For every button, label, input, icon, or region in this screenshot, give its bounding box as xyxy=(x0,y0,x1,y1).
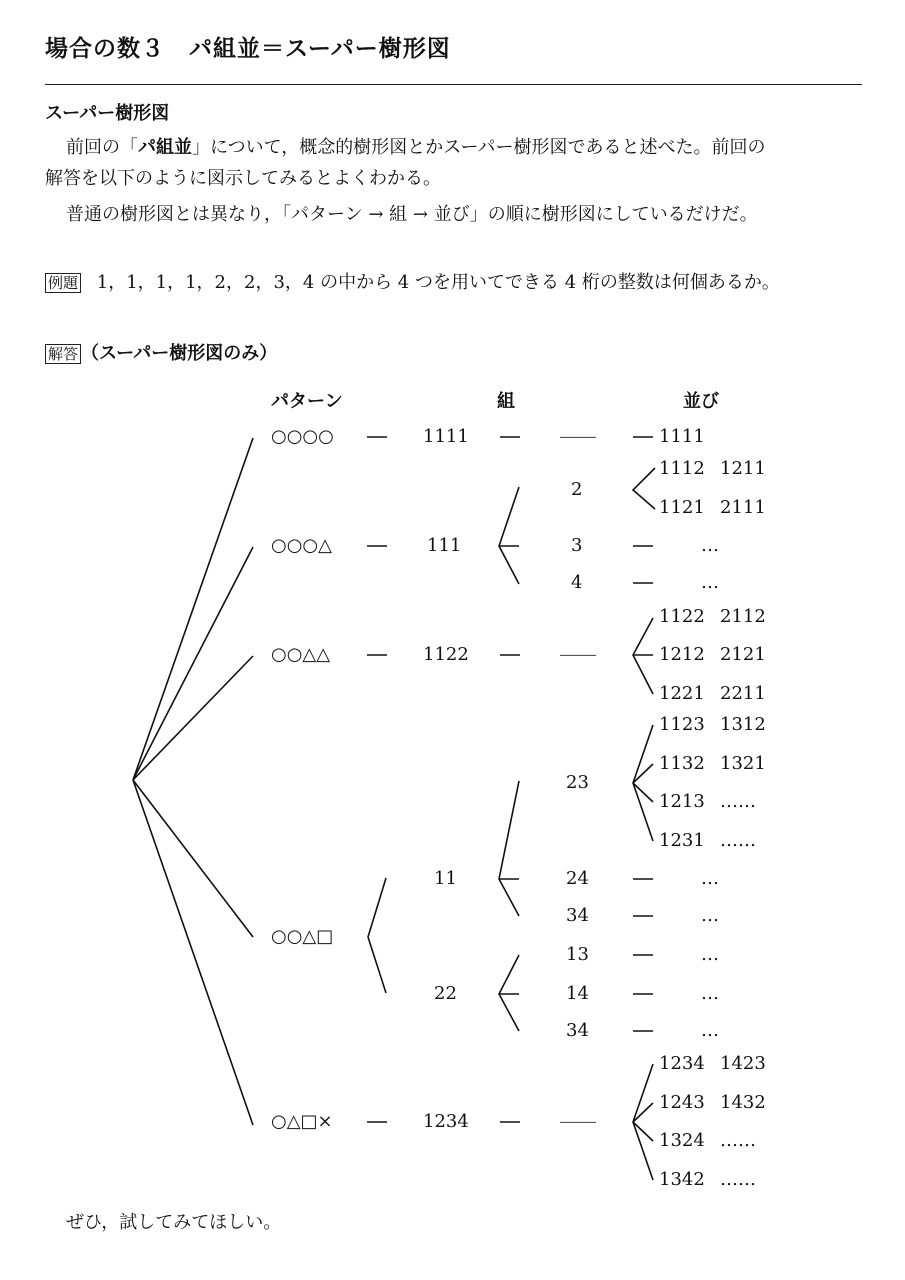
arr-1122: 1122 xyxy=(659,606,705,627)
group-111: 111 xyxy=(427,535,462,556)
arr-dots-24: … xyxy=(701,868,719,889)
arr-1123: 1123 xyxy=(659,714,705,735)
pattern-4: ○○△□ xyxy=(271,926,334,947)
kumi-dash-3: ―― xyxy=(560,1111,596,1132)
fork-kumi-2 xyxy=(633,468,655,509)
pattern-5: ○△□× xyxy=(271,1111,333,1132)
fork-pattern-4 xyxy=(368,878,386,993)
arr-2121: 2121 xyxy=(720,644,766,665)
kumi-14: 14 xyxy=(566,983,589,1004)
arr-2111: 2111 xyxy=(720,497,766,518)
arr-1243: 1243 xyxy=(659,1092,705,1113)
arr-1312: 1312 xyxy=(720,714,766,735)
fork-group-22 xyxy=(499,955,519,1031)
arr-1121: 1121 xyxy=(659,497,705,518)
kumi-34-a: 34 xyxy=(566,905,589,926)
closing-text: ぜひ，試してみてほしい。 xyxy=(66,1212,282,1233)
fork-kumi-1122 xyxy=(633,618,653,694)
arr-dots-4: … xyxy=(701,572,719,593)
group-22: 22 xyxy=(434,983,457,1004)
kumi-3: 3 xyxy=(571,535,583,556)
arr-dots-1234b: …… xyxy=(720,1169,756,1190)
arr-2211: 2211 xyxy=(720,683,766,704)
root-branch-2 xyxy=(133,547,253,780)
root-branch-4 xyxy=(133,780,253,937)
intro-line-3: 普通の樹形図とは異なり，「パターン → 組 → 並び」の順に樹形図にしているだけだ。 xyxy=(66,204,758,225)
arr-dots-3: … xyxy=(701,535,719,556)
intro-line-2: 解答を以下のように図示してみるとよくわかる。 xyxy=(45,168,441,189)
intro-line-1-pre: 前回の「 xyxy=(66,137,138,158)
kumi-13: 13 xyxy=(566,944,589,965)
fork-group-111 xyxy=(499,487,519,584)
root-branch-3 xyxy=(133,656,253,780)
group-1122: 1122 xyxy=(423,644,469,665)
kumi-34-b: 34 xyxy=(566,1020,589,1041)
arr-1342: 1342 xyxy=(659,1169,705,1190)
arr-2112: 2112 xyxy=(720,606,766,627)
arr-1213: 1213 xyxy=(659,791,705,812)
kumi-dash-1: ―― xyxy=(560,426,596,447)
arr-dots-23a: …… xyxy=(720,791,756,812)
arr-1231: 1231 xyxy=(659,830,705,851)
pattern-2: ○○○△ xyxy=(271,535,332,556)
arr-dots-14: … xyxy=(701,983,719,1004)
example-label: 例題 xyxy=(45,273,81,293)
root-branch-5 xyxy=(133,780,253,1125)
header-group: 組 xyxy=(497,391,515,412)
intro-line-1-post: 」について，概念的樹形図とかスーパー樹形図であると述べた。前回の xyxy=(192,137,766,158)
arr-1212: 1212 xyxy=(659,644,705,665)
arr-1324: 1324 xyxy=(659,1130,705,1151)
arr-dots-34a: … xyxy=(701,905,719,926)
answer-text: （スーパー樹形図のみ） xyxy=(81,343,278,364)
kumi-4: 4 xyxy=(571,572,583,593)
arr-1111: 1111 xyxy=(659,426,705,447)
header-order: 並び xyxy=(683,391,719,412)
arr-1423: 1423 xyxy=(720,1053,766,1074)
header-pattern: パターン xyxy=(271,391,343,412)
root-branch-1 xyxy=(133,438,253,780)
arr-1234: 1234 xyxy=(659,1053,705,1074)
arr-dots-1234a: …… xyxy=(720,1130,756,1151)
group-1234: 1234 xyxy=(423,1111,469,1132)
arr-1132: 1132 xyxy=(659,753,705,774)
arr-1112: 1112 xyxy=(659,458,705,479)
fork-kumi-1234 xyxy=(633,1064,653,1180)
group-11: 11 xyxy=(434,868,457,889)
arr-1211: 1211 xyxy=(720,458,766,479)
kumi-23: 23 xyxy=(566,772,589,793)
pattern-1: ○○○○ xyxy=(271,426,334,447)
arr-dots-13: … xyxy=(701,944,719,965)
arr-dots-23b: …… xyxy=(720,830,756,851)
kumi-24: 24 xyxy=(566,868,589,889)
arr-dots-34b: … xyxy=(701,1020,719,1041)
answer-label: 解答 xyxy=(45,344,81,364)
kumi-2: 2 xyxy=(571,479,583,500)
fork-kumi-23 xyxy=(633,725,653,841)
group-1111: 1111 xyxy=(423,426,469,447)
section-title: スーパー樹形図 xyxy=(45,103,170,124)
page-title: 場合の数３ パ組並＝スーパー樹形図 xyxy=(45,36,451,62)
arr-1432: 1432 xyxy=(720,1092,766,1113)
arr-1321: 1321 xyxy=(720,753,766,774)
example-text: 1，1，1，1，2，2，3，4 の中から 4 つを用いてできる 4 桁の整数は何個あるか。 xyxy=(96,272,780,293)
kumi-dash-2: ―― xyxy=(560,644,596,665)
pattern-3: ○○△△ xyxy=(271,644,331,665)
arr-1221: 1221 xyxy=(659,683,705,704)
intro-bold-term: パ組並 xyxy=(138,137,192,158)
fork-group-11 xyxy=(499,781,519,916)
